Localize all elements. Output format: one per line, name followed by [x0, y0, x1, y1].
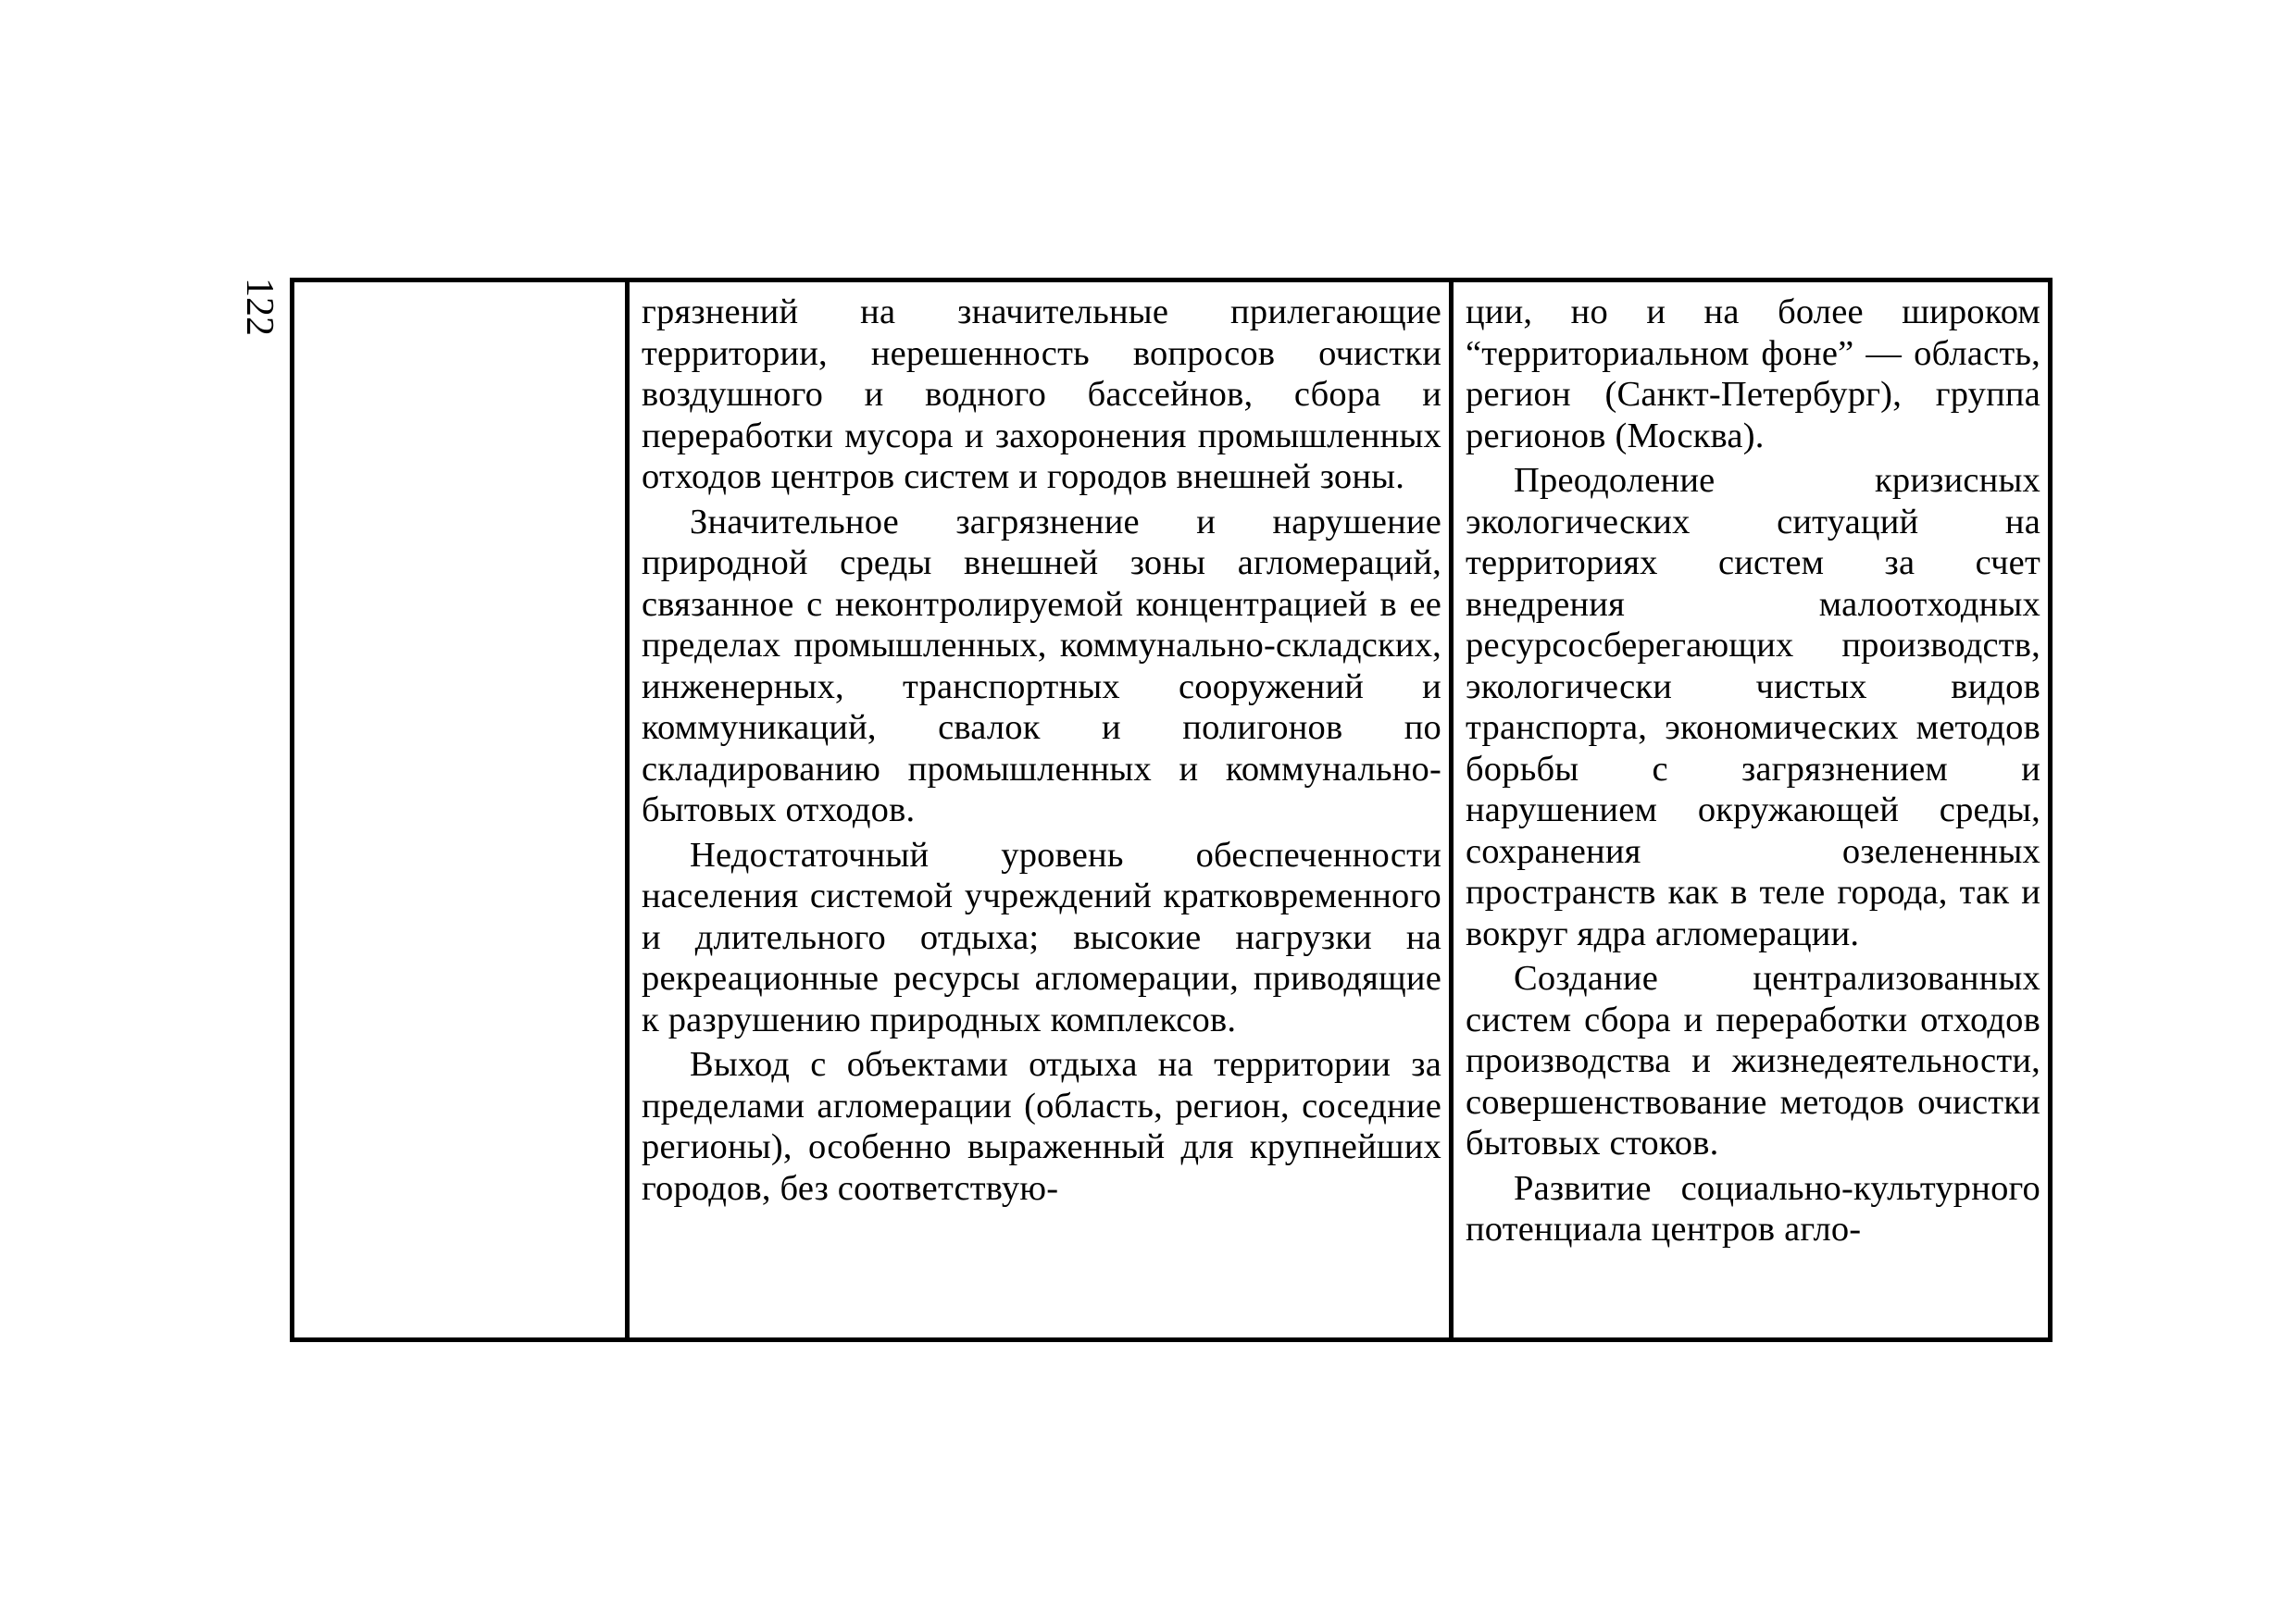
middle-paragraph: Недостаточный уровень обеспеченности населения системой учреждений кратковременного и длительного отдыха; высокие нагрузки на рекреационные ресурсы агломерации, приводящие к разрушению природных комплексов.: [642, 835, 1441, 1039]
middle-paragraph: Значительное загрязнение и нарушение природной среды внешней зоны агломераций, связанное с неконтролируемой концентрацией в ее пределах промышленных, коммунально-складских, инженерных, транспортных сооружений и коммуникаций, свалок и полигонов по складированию промышленных и коммунально-бытовых отходов.: [642, 502, 1441, 829]
right-paragraph: ции, но и на более широком “территориальном фоне” — область, регион (Санкт-Петербург), группа регионов (Москва).: [1466, 292, 2040, 455]
page-number: 122: [238, 278, 281, 336]
table-column-right: [1454, 282, 2048, 1337]
middle-paragraph: Выход с объектами отдыха на территории за пределами агломерации (область, регион, соседние регионы), особенно выраженный для крупнейших городов, без соответствую-: [642, 1045, 1441, 1208]
right-paragraph: Преодоление кризисных экологических ситуаций на территориях систем за счет внедрения малоотходных ресурсосберегающих производств, экологически чистых видов транспорта, экономических методов борьбы с загрязнением и нарушением окружающей среды, сохранения озелененных пространств как в теле города, так и вокруг ядра агломерации.: [1466, 461, 2040, 953]
document-table: [290, 278, 2053, 1342]
right-paragraph: Создание централизованных систем сбора и переработки отходов производства и жизнедеятельности, совершенствование методов очистки бытовых стоков.: [1466, 959, 2040, 1163]
table-column-middle: [630, 282, 1454, 1337]
middle-paragraph: грязнений на значительные прилегающие территории, нерешенность вопросов очистки воздушного и водного бассейнов, сбора и переработки мусора и захоронения промышленных отходов центров систем и городов внешней зоны.: [642, 292, 1441, 496]
right-paragraph: Развитие социально-культурного потенциала центров агло-: [1466, 1168, 2040, 1249]
table-column-empty: [294, 282, 630, 1337]
